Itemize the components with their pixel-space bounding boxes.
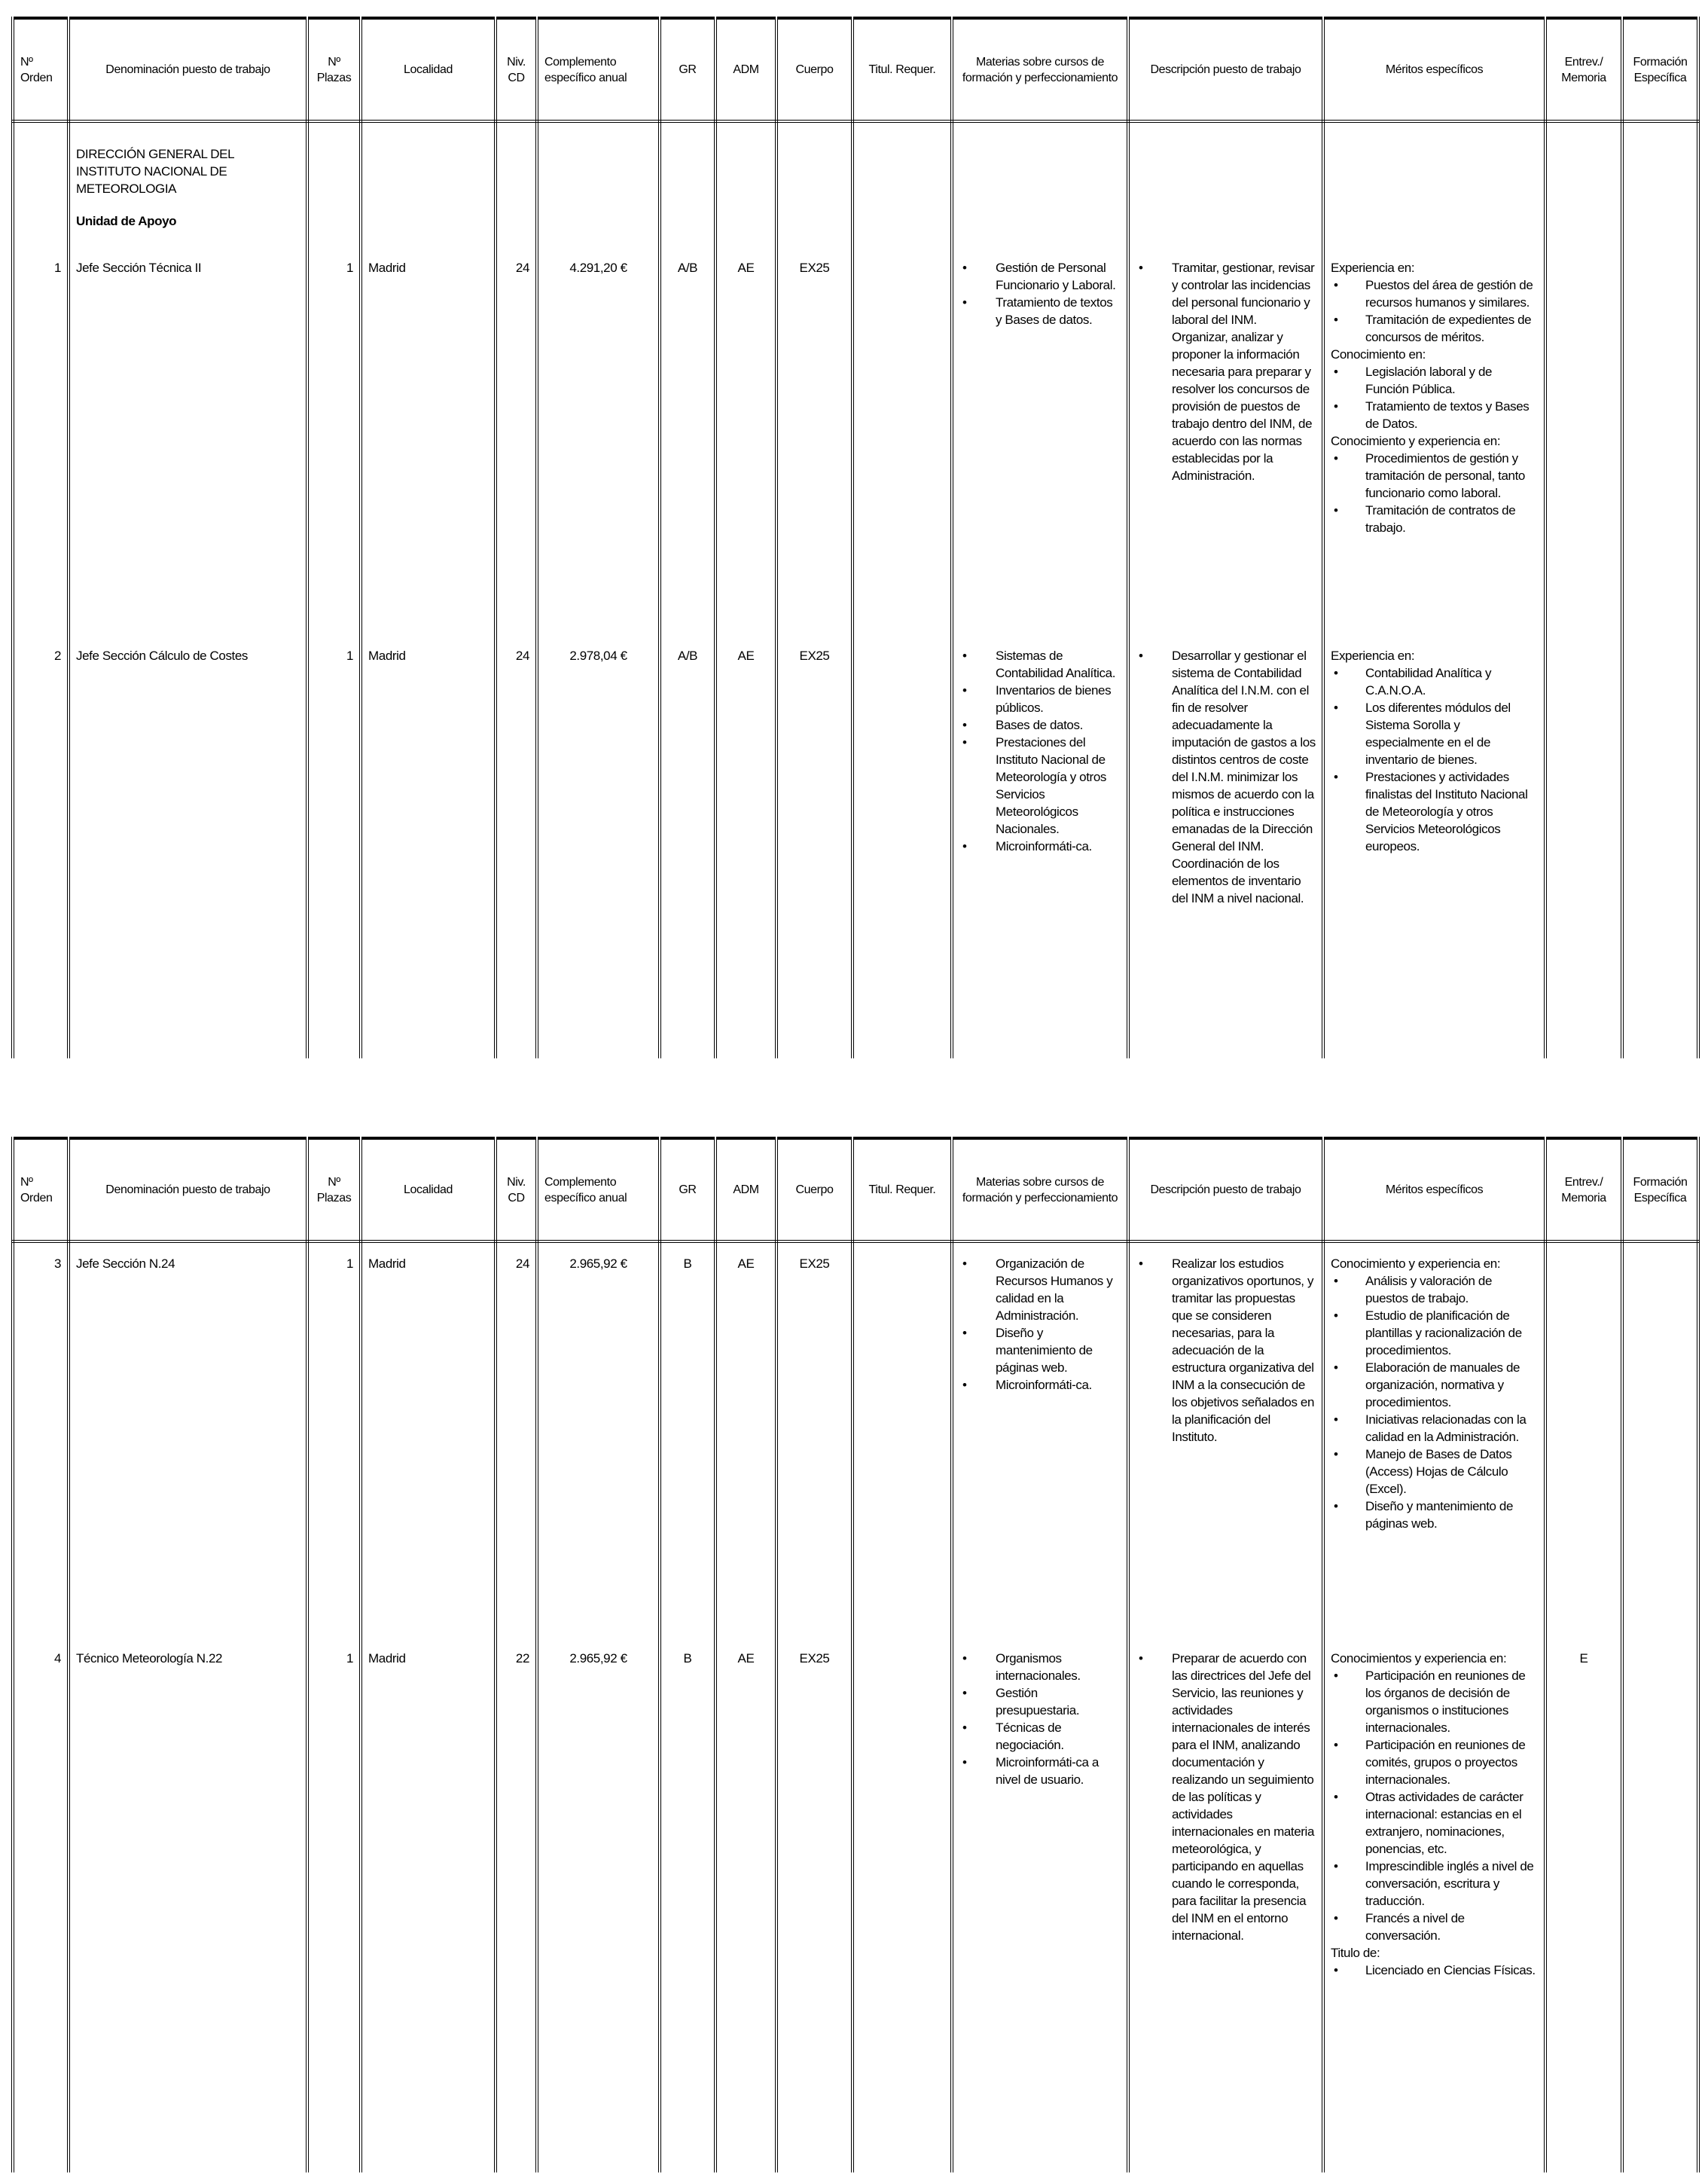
- list-item: • Realizar los estudios organizativos oportunos, y tramitar las propuestas que se consideren necesarias, para la adecuación de la estructura organizativa del INM a la consecución de los objetivos señalados en la planificación del Instituto.: [1136, 1255, 1316, 1446]
- specific-merits-cell: [1323, 1638, 1545, 2172]
- level-cd-cell: [496, 635, 537, 1058]
- level-cd-cell: [496, 1638, 537, 2172]
- header-complemento: Complemento específico anual: [537, 1138, 660, 1241]
- header-formacion: Formación Específica: [1622, 18, 1698, 121]
- administration: AE: [737, 1256, 755, 1271]
- list-item: • Licenciado en Ciencias Físicas.: [1331, 1962, 1538, 1979]
- corps: EX25: [799, 1651, 830, 1666]
- list-item: • Prestaciones del Instituto Nacional de Meteorología y otros Servicios Meteorológicos Nacionales.: [959, 734, 1121, 838]
- specific-training-cell: [1622, 247, 1698, 635]
- group: B: [683, 1651, 692, 1666]
- list-item: • Diseño y mantenimiento de páginas web.: [959, 1324, 1121, 1376]
- group-cell: [660, 247, 715, 635]
- list-item: • Análisis y valoración de puestos de trabajo.: [1331, 1272, 1538, 1307]
- level-cd-cell: [496, 247, 537, 635]
- administration-cell: [715, 247, 776, 635]
- job-description-cell: [1128, 635, 1323, 1058]
- annual-complement-cell: [537, 247, 660, 635]
- header-entrevista: Entrev./ Memoria: [1545, 1138, 1622, 1241]
- list-item: • Participación en reuniones de comités, grupos o proyectos internacionales.: [1331, 1736, 1538, 1788]
- positions-table-page-1: [11, 17, 1700, 1058]
- specific-training-cell: [1622, 635, 1698, 1058]
- level-cd-cell: [496, 1241, 537, 1638]
- training-subjects-list: [959, 1255, 1121, 1394]
- required-degree-cell: [852, 1638, 952, 2172]
- administration: AE: [737, 649, 755, 663]
- header-entrevista: Entrev./ Memoria: [1545, 18, 1622, 121]
- merits-label: Experiencia en:: [1331, 649, 1415, 663]
- table-row: [13, 635, 1698, 1058]
- header-localidad: Localidad: [361, 18, 496, 121]
- position-name-cell: [69, 247, 307, 635]
- merits-label: Conocimiento y experiencia en:: [1331, 434, 1501, 448]
- list-item: • Los diferentes módulos del Sistema Sorolla y especialmente en el de inventario de bienes.: [1331, 699, 1538, 768]
- job-description-cell: [1128, 247, 1323, 635]
- position-name-cell: [69, 1241, 307, 1638]
- position-name: Técnico Meteorología N.22: [76, 1651, 223, 1666]
- position-name: Jefe Sección Cálculo de Costes: [76, 649, 249, 663]
- header-formacion: Formación Específica: [1622, 1138, 1698, 1241]
- training-subjects-list: [959, 647, 1121, 855]
- list-item: • Desarrollar y gestionar el sistema de Contabilidad Analítica del I.N.M. con el fin de resolver adecuadamente la imputación de gastos a los distintos centros de coste del I.N.M. minimizar los mismos de acuerdo con la política e instrucciones emanadas de la Dirección General del INM. Coordinación de los elementos de inventario del INM a nivel nacional.: [1136, 647, 1316, 907]
- list-item: • Elaboración de manuales de organización, normativa y procedimientos.: [1331, 1359, 1538, 1411]
- administration: AE: [737, 261, 755, 275]
- header-descripcion: Descripción puesto de trabajo: [1128, 1138, 1323, 1241]
- row-number: 2: [53, 649, 61, 663]
- corps: EX25: [799, 261, 830, 275]
- annual-complement: 2.965,92 €: [569, 1256, 627, 1271]
- job-description-list: [1136, 1650, 1316, 1944]
- row-number-cell: [13, 635, 69, 1058]
- job-description-list: [1136, 259, 1316, 484]
- merits-label: Titulo de:: [1331, 1946, 1380, 1960]
- group: B: [683, 1256, 692, 1271]
- header-gr: GR: [660, 18, 715, 121]
- plazas-count: 1: [346, 649, 353, 663]
- corps-cell: [776, 635, 852, 1058]
- interview-cell: [1545, 635, 1622, 1058]
- plazas-count-cell: [307, 1241, 361, 1638]
- specific-merits-cell: [1323, 635, 1545, 1058]
- merits-label: Conocimientos y experiencia en:: [1331, 1651, 1507, 1666]
- annual-complement-cell: [537, 1638, 660, 2172]
- merits-list: [1331, 664, 1538, 855]
- training-subjects-cell: [952, 247, 1128, 635]
- specific-merits-cell: [1323, 1241, 1545, 1638]
- merits-label: Conocimiento y experiencia en:: [1331, 1256, 1501, 1271]
- location: Madrid: [368, 1256, 406, 1271]
- location-cell: [361, 1638, 496, 2172]
- plazas-count-cell: [307, 635, 361, 1058]
- header-descripcion: Descripción puesto de trabajo: [1128, 18, 1323, 121]
- row-number-cell: [13, 1638, 69, 2172]
- specific-merits-cell: [1323, 247, 1545, 635]
- interview-value: E: [1579, 1651, 1588, 1666]
- list-item: • Sistemas de Contabilidad Analítica.: [959, 647, 1121, 682]
- level-cd: 24: [515, 261, 529, 275]
- job-description-cell: [1128, 1638, 1323, 2172]
- row-number: 1: [53, 261, 61, 275]
- header-titulacion: Titul. Requer.: [852, 18, 952, 121]
- header-cuerpo: Cuerpo: [776, 18, 852, 121]
- job-description-cell: [1128, 1241, 1323, 1638]
- list-item: • Tratamiento de textos y Bases de Datos.: [1331, 398, 1538, 432]
- plazas-count: 1: [346, 1256, 353, 1271]
- list-item: • Participación en reuniones de los órganos de decisión de organismos o instituciones internacionales.: [1331, 1667, 1538, 1736]
- list-item: • Puestos del área de gestión de recursos humanos y similares.: [1331, 276, 1538, 311]
- list-item: • Bases de datos.: [959, 716, 1121, 734]
- training-subjects-cell: [952, 1241, 1128, 1638]
- level-cd: 24: [515, 649, 529, 663]
- list-item: • Gestión presupuestaria.: [959, 1684, 1121, 1719]
- header-materias: Materias sobre cursos de formación y perfeccionamiento: [952, 1138, 1128, 1241]
- plazas-count: 1: [346, 1651, 353, 1666]
- merits-list: [1331, 363, 1538, 432]
- group-cell: [660, 1241, 715, 1638]
- location-cell: [361, 635, 496, 1058]
- corps: EX25: [799, 649, 830, 663]
- list-item: • Tramitar, gestionar, revisar y controlar las incidencias del personal funcionario y laboral del INM. Organizar, analizar y proponer la información necesaria para preparar y resolver los concursos de provisión de puestos de trabajo dentro del INM, de acuerdo con las normas establecidas por la Administración.: [1136, 259, 1316, 484]
- header-cuerpo: Cuerpo: [776, 1138, 852, 1241]
- annual-complement: 2.978,04 €: [569, 649, 627, 663]
- list-item: • Estudio de planificación de plantillas y racionalización de procedimientos.: [1331, 1307, 1538, 1359]
- location-cell: [361, 247, 496, 635]
- position-name-cell: [69, 1638, 307, 2172]
- merits-label: Experiencia en:: [1331, 261, 1415, 275]
- list-item: • Inventarios de bienes públicos.: [959, 682, 1121, 716]
- group-cell: [660, 1638, 715, 2172]
- level-cd: 22: [515, 1651, 529, 1666]
- list-item: • Diseño y mantenimiento de páginas web.: [1331, 1498, 1538, 1532]
- merits-list: [1331, 1272, 1538, 1532]
- group: A/B: [677, 649, 698, 663]
- list-item: • Microinformáti-ca.: [959, 1376, 1121, 1394]
- table-header-row: [13, 18, 1698, 121]
- training-subjects-cell: [952, 635, 1128, 1058]
- list-item: • Tramitación de contratos de trabajo.: [1331, 502, 1538, 536]
- row-number-cell: [13, 247, 69, 635]
- interview-cell: [1545, 247, 1622, 635]
- merits-list: [1331, 276, 1538, 346]
- section-row: [13, 121, 1698, 247]
- header-meritos: Méritos específicos: [1323, 18, 1545, 121]
- list-item: • Organización de Recursos Humanos y calidad en la Administración.: [959, 1255, 1121, 1324]
- training-subjects-list: [959, 1650, 1121, 1788]
- training-subjects-cell: [952, 1638, 1128, 2172]
- corps-cell: [776, 1241, 852, 1638]
- section-unit: Unidad de Apoyo: [76, 214, 177, 228]
- list-item: • Procedimientos de gestión y tramitación de personal, tanto funcionario como laboral.: [1331, 450, 1538, 502]
- header-gr: GR: [660, 1138, 715, 1241]
- table-row: [13, 1241, 1698, 1638]
- row-number-cell: [13, 1241, 69, 1638]
- location: Madrid: [368, 649, 406, 663]
- header-localidad: Localidad: [361, 1138, 496, 1241]
- row-number: 3: [53, 1256, 61, 1271]
- corps: EX25: [799, 1256, 830, 1271]
- group: A/B: [677, 261, 698, 275]
- plazas-count-cell: [307, 247, 361, 635]
- required-degree-cell: [852, 1241, 952, 1638]
- header-titulacion: Titul. Requer.: [852, 1138, 952, 1241]
- level-cd: 24: [515, 1256, 529, 1271]
- list-item: • Microinformáti-ca.: [959, 838, 1121, 855]
- list-item: • Manejo de Bases de Datos (Access) Hojas de Cálculo (Excel).: [1331, 1446, 1538, 1498]
- header-nivel-cd: Niv. CD: [496, 1138, 537, 1241]
- merits-list: [1331, 450, 1538, 536]
- merits-label: Conocimiento en:: [1331, 347, 1426, 362]
- list-item: • Prestaciones y actividades finalistas del Instituto Nacional de Meteorología y otros Servicios Meteorológicos europeos.: [1331, 768, 1538, 855]
- header-adm: ADM: [715, 18, 776, 121]
- list-item: • Microinformáti-ca a nivel de usuario.: [959, 1754, 1121, 1788]
- job-description-list: [1136, 1255, 1316, 1446]
- position-name: Jefe Sección N.24: [76, 1256, 175, 1271]
- table-row: [13, 1638, 1698, 2172]
- list-item: • Organismos internacionales.: [959, 1650, 1121, 1684]
- list-item: • Iniciativas relacionadas con la calidad en la Administración.: [1331, 1411, 1538, 1446]
- training-subjects-list: [959, 259, 1121, 328]
- list-item: • Contabilidad Analítica y C.A.N.O.A.: [1331, 664, 1538, 699]
- header-meritos: Méritos específicos: [1323, 1138, 1545, 1241]
- header-complemento: Complemento específico anual: [537, 18, 660, 121]
- positions-table-page-2: [11, 1137, 1700, 2172]
- header-denominacion: Denominación puesto de trabajo: [69, 1138, 307, 1241]
- administration-cell: [715, 635, 776, 1058]
- header-orden: Nº Orden: [13, 18, 69, 121]
- header-orden: Nº Orden: [13, 1138, 69, 1241]
- location-cell: [361, 1241, 496, 1638]
- list-item: • Preparar de acuerdo con las directrices del Jefe del Servicio, las reuniones y actividades internacionales de interés para el INM, analizando documentación y realizando un seguimiento de las políticas y actividades internacionales en materia meteorológica, y participando en aquellas cuando le corresponda, para facilitar la presencia del INM en el entorno internacional.: [1136, 1650, 1316, 1944]
- header-nivel-cd: Niv. CD: [496, 18, 537, 121]
- annual-complement-cell: [537, 1241, 660, 1638]
- interview-cell: [1545, 1638, 1622, 2172]
- required-degree-cell: [852, 247, 952, 635]
- list-item: • Tramitación de expedientes de concursos de méritos.: [1331, 311, 1538, 346]
- merits-list: [1331, 1962, 1538, 1979]
- group-cell: [660, 635, 715, 1058]
- specific-training-cell: [1622, 1241, 1698, 1638]
- list-item: • Otras actividades de carácter internacional: estancias en el extranjero, nominaciones, ponencias, etc.: [1331, 1788, 1538, 1858]
- required-degree-cell: [852, 635, 952, 1058]
- annual-complement-cell: [537, 635, 660, 1058]
- position-name-cell: [69, 635, 307, 1058]
- table-header-row: [13, 1138, 1698, 1241]
- list-item: • Técnicas de negociación.: [959, 1719, 1121, 1754]
- list-item: • Legislación laboral y de Función Pública.: [1331, 363, 1538, 398]
- row-number: 4: [53, 1651, 61, 1666]
- header-adm: ADM: [715, 1138, 776, 1241]
- header-plazas: Nº Plazas: [307, 1138, 361, 1241]
- administration-cell: [715, 1241, 776, 1638]
- list-item: • Gestión de Personal Funcionario y Laboral.: [959, 259, 1121, 294]
- list-item: • Imprescindible inglés a nivel de conversación, escritura y traducción.: [1331, 1858, 1538, 1910]
- plazas-count-cell: [307, 1638, 361, 2172]
- specific-training-cell: [1622, 1638, 1698, 2172]
- header-plazas: Nº Plazas: [307, 18, 361, 121]
- administration: AE: [737, 1651, 755, 1666]
- section-title: DIRECCIÓN GENERAL DEL INSTITUTO NACIONAL DE METEOROLOGIA: [76, 147, 234, 196]
- location: Madrid: [368, 1651, 406, 1666]
- annual-complement: 4.291,20 €: [569, 261, 627, 275]
- list-item: • Tratamiento de textos y Bases de datos.: [959, 294, 1121, 328]
- position-name: Jefe Sección Técnica II: [76, 261, 202, 275]
- annual-complement: 2.965,92 €: [569, 1651, 627, 1666]
- corps-cell: [776, 247, 852, 635]
- list-item: • Francés a nivel de conversación.: [1331, 1910, 1538, 1944]
- administration-cell: [715, 1638, 776, 2172]
- header-materias: Materias sobre cursos de formación y perfeccionamiento: [952, 18, 1128, 121]
- plazas-count: 1: [346, 261, 353, 275]
- interview-cell: [1545, 1241, 1622, 1638]
- table-row: [13, 247, 1698, 635]
- job-description-list: [1136, 647, 1316, 907]
- location: Madrid: [368, 261, 406, 275]
- corps-cell: [776, 1638, 852, 2172]
- merits-list: [1331, 1667, 1538, 1944]
- header-denominacion: Denominación puesto de trabajo: [69, 18, 307, 121]
